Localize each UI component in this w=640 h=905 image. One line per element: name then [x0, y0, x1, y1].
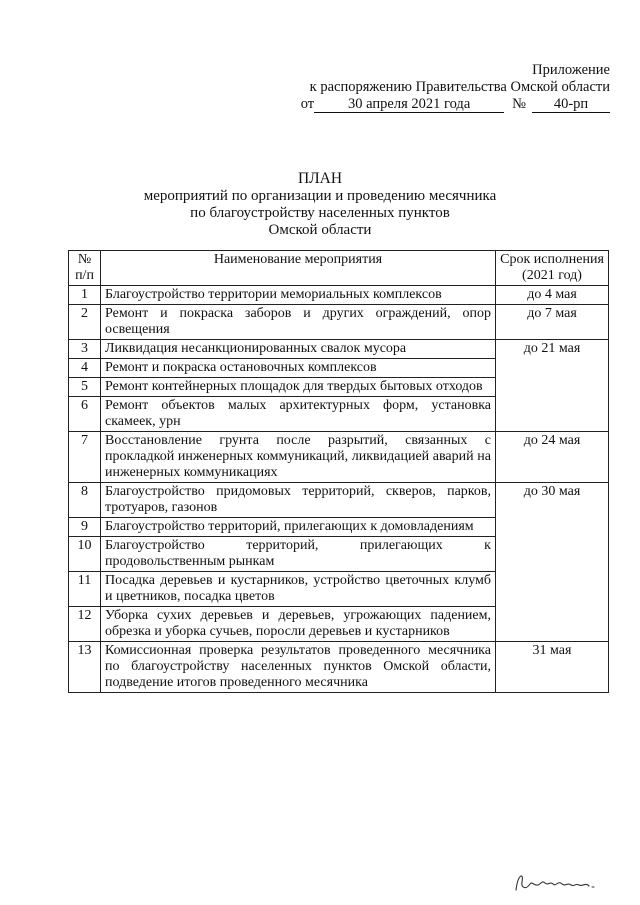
appendix-order: к распоряжению Правительства Омской области: [309, 79, 610, 95]
row-num: 7: [69, 432, 101, 483]
row-term: до 4 мая: [496, 286, 609, 305]
plan-heading: ПЛАН: [297, 170, 343, 187]
row-num: 9: [69, 518, 101, 537]
row-name: Посадка деревьев и кустарников, устройство цветочных клумб и цветников, посадка цветов: [101, 572, 496, 607]
row-name: Благоустройство территорий, прилегающих к домовладениям: [101, 518, 496, 537]
table-row: [69, 305, 609, 340]
order-number: 40-рп: [532, 97, 610, 113]
plan-subtitle-3: Омской области: [268, 222, 372, 238]
row-num: 12: [69, 607, 101, 642]
row-name: Комиссионная проверка результатов проведенного месячника по благоустройству населенных пунктов Омской области, подведение итогов проведенного месячника: [101, 642, 496, 693]
row-name: Благоустройство придомовых территорий, скверов, парков, тротуаров, газонов: [101, 483, 496, 518]
row-name: Благоустройство территорий, прилегающих к продовольственным рынкам: [101, 537, 496, 572]
row-num: 4: [69, 359, 101, 378]
header-name: Наименование мероприятия: [101, 251, 496, 286]
row-term: 31 мая: [496, 642, 609, 693]
signature-icon: [512, 868, 602, 898]
row-name: Благоустройство территории мемориальных комплексов: [101, 286, 496, 305]
row-term: до 30 мая: [496, 483, 609, 642]
row-name: Ремонт контейнерных площадок для твердых бытовых отходов: [101, 378, 496, 397]
row-term: до 21 мая: [496, 340, 609, 432]
row-name: Ликвидация несанкционированных свалок мусора: [101, 340, 496, 359]
table-row: [69, 286, 609, 305]
header-term: Срок исполнения (2021 год): [496, 251, 609, 286]
row-num: 13: [69, 642, 101, 693]
row-name: Ремонт объектов малых архитектурных форм, установка скамеек, урн: [101, 397, 496, 432]
row-num: 3: [69, 340, 101, 359]
order-date: 30 апреля 2021 года: [314, 97, 504, 113]
appendix-block: [280, 62, 610, 113]
row-name: Восстановление грунта после разрытий, связанных с прокладкой инженерных коммуникаций, ликвидацией аварий на инженерных коммуникациях: [101, 432, 496, 483]
row-term: до 7 мая: [496, 305, 609, 340]
from-label: от: [300, 96, 315, 112]
row-name: Ремонт и покраска остановочных комплексов: [101, 359, 496, 378]
row-num: 5: [69, 378, 101, 397]
row-num: 6: [69, 397, 101, 432]
row-name: Уборка сухих деревьев и деревьев, угрожающих падением, обрезка и уборка сучьев, поросли деревьев и кустарников: [101, 607, 496, 642]
appendix-date-line: [280, 96, 610, 113]
table-header-row: [69, 251, 609, 286]
document-title: [0, 170, 640, 239]
row-num: 10: [69, 537, 101, 572]
row-num: 2: [69, 305, 101, 340]
table-row: [69, 642, 609, 693]
row-term: до 24 мая: [496, 432, 609, 483]
row-num: 1: [69, 286, 101, 305]
header-num: № п/п: [69, 251, 101, 286]
row-num: 11: [69, 572, 101, 607]
table-row: [69, 483, 609, 518]
plan-subtitle-1: мероприятий по организации и проведению месячника: [143, 188, 497, 204]
number-label: №: [512, 96, 526, 112]
events-table: [68, 250, 609, 693]
appendix-title: Приложение: [532, 62, 610, 78]
plan-subtitle-2: по благоустройству населенных пунктов: [190, 205, 450, 221]
table-row: [69, 340, 609, 359]
table-row: [69, 432, 609, 483]
row-name: Ремонт и покраска заборов и других ограждений, опор освещения: [101, 305, 496, 340]
row-num: 8: [69, 483, 101, 518]
